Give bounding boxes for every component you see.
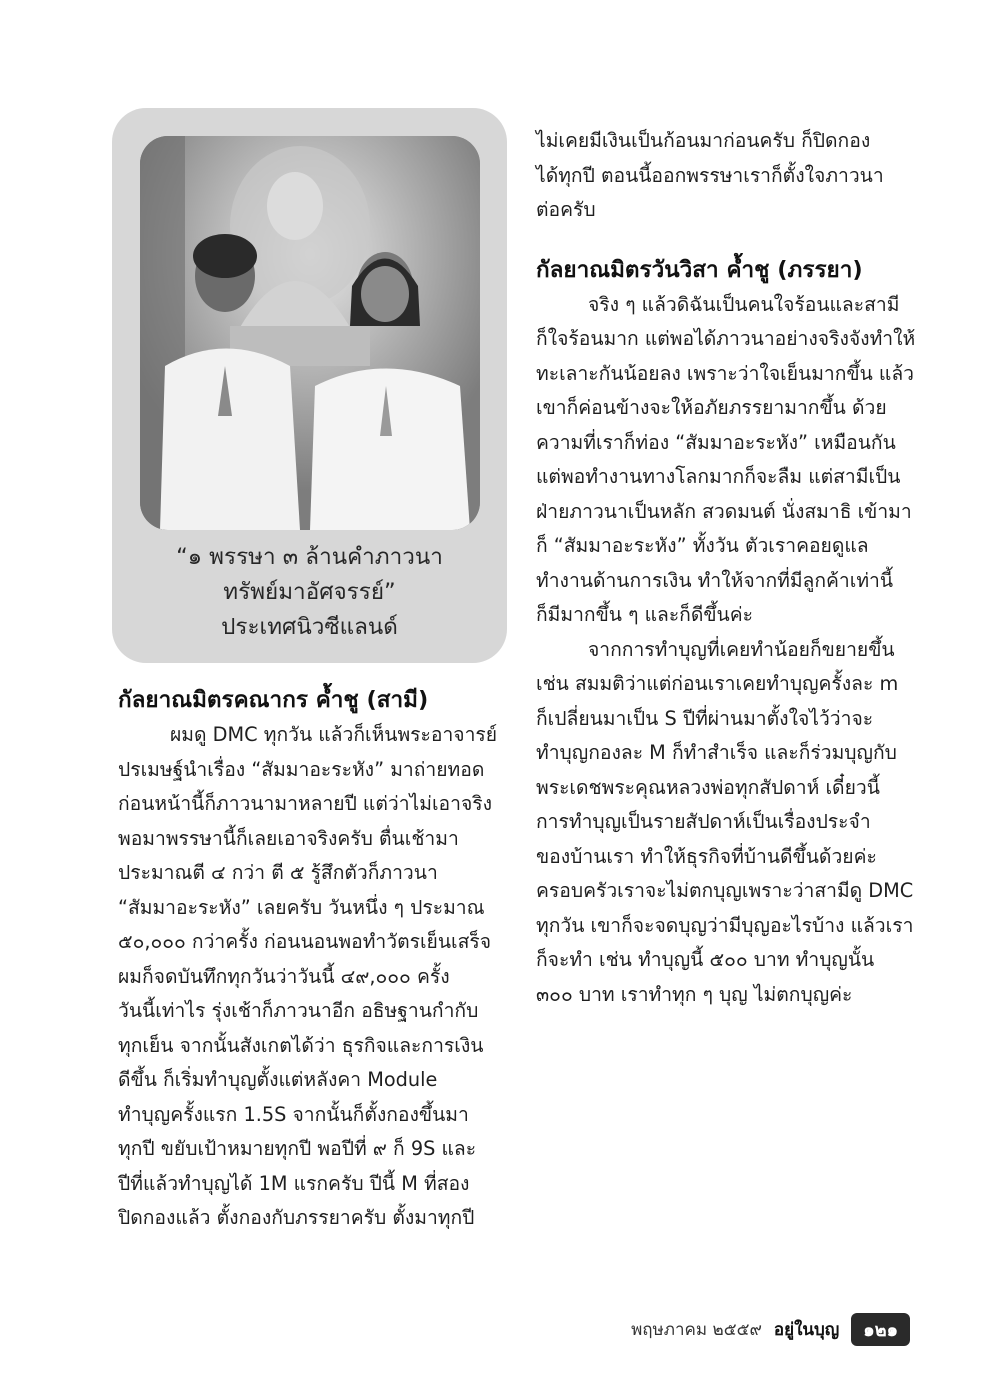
left-line: ผมดู DMC ทุกวัน แล้วก็เห็นพระอาจารย์ [170, 723, 498, 746]
left-line: วันนี้เท่าไร รุ่งเช้าก็ภาวนาอีก อธิษฐานกำกับ [118, 999, 479, 1022]
right-para2-line: ทำบุญกองละ M ก็ทำสำเร็จ และก็ร่วมบุญกับ [536, 741, 897, 764]
caption-line-2: ทรัพย์มาอัศจรรย์” [223, 579, 396, 605]
right-intro-line: ไม่เคยมีเงินเป็นก้อนมาก่อนครับ ก็ปิดกอง [536, 129, 871, 152]
photo-caption [112, 540, 507, 660]
left-line: ดีขึ้น ก็เริ่มทำบุญตั้งแต่หลังคา Module [118, 1068, 438, 1091]
wife-heading: กัลยาณมิตรวันวิสา ค้ำชู (ภรรยา) [536, 256, 863, 283]
right-para1-line: ก็ “สัมมาอะระหัง” ทั้งวัน ตัวเราคอยดูแล [536, 534, 869, 557]
caption-line-3: ประเทศนิวซีแลนด์ [221, 614, 398, 640]
left-line: ผมก็จดบันทึกทุกวันว่าวันนี้ ๔๙,๐๐๐ ครั้ง [118, 964, 450, 988]
right-para1-line: ก็มีมากขึ้น ๆ และก็ดีขึ้นค่ะ [536, 603, 753, 626]
right-para2-line: จากการทำบุญที่เคยทำน้อยก็ขยายขึ้น [588, 637, 895, 661]
right-para1-line: ก็ใจร้อนมาก แต่พอได้ภาวนาอย่างจริงจังทำให้ [536, 327, 916, 350]
left-column [118, 682, 498, 1236]
right-para2-line: ก็จะทำ เช่น ทำบุญนี้ ๕๐๐ บาท ทำบุญนั้น [536, 948, 875, 971]
caption-line-1: “๑ พรรษา ๓ ล้านคำภาวนา [176, 544, 443, 570]
right-para2-line: พระเดชพระคุณหลวงพ่อทุกสัปดาห์ เดี๋ยวนี้ [536, 775, 880, 799]
right-para1-line: ทะเลาะกันน้อยลง เพราะว่าใจเย็นมากขึ้น แล้ว [536, 361, 914, 385]
left-line: ปรเมษฐ์นำเรื่อง “สัมมาอะระหัง” มาถ่ายทอด [118, 757, 485, 781]
right-para2-line: ก็เปลี่ยนมาเป็น S ปีที่ผ่านมาตั้งใจไว้ว่าจะ [536, 706, 874, 730]
magazine-name: อยู่ในบุญ [773, 1319, 840, 1340]
right-para1-line: แต่พอทำงานทางโลกมากก็จะลืม แต่สามีเป็น [536, 465, 901, 488]
page-number: ๑๒๑ [851, 1313, 910, 1346]
right-para2-line: ทุกวัน เขาก็จะจดบุญว่ามีบุญอะไรบ้าง แล้วเรา [536, 913, 914, 937]
right-column [536, 124, 916, 1012]
right-para1-line: เขาก็ค่อนข้างจะให้อภัยภรรยามากขึ้น ด้วย [536, 396, 887, 419]
right-para2-line: ของบ้านเรา ทำให้ธุรกิจที่บ้านดีขึ้นด้วยค่ะ [536, 844, 877, 868]
right-intro-line: ได้ทุกปี ตอนนี้ออกพรรษาเราก็ตั้งใจภาวนา [536, 163, 884, 187]
left-line: ประมาณตี ๔ กว่า ตี ๕ รู้สึกตัวก็ภาวนา [118, 861, 438, 884]
left-line: ก่อนหน้านี้ก็ภาวนามาหลายปี แต่ว่าไม่เอาจริง [118, 792, 493, 815]
right-para1-line: ทำงานด้านการเงิน ทำให้จากที่มีลูกค้าเท่านี้ [536, 568, 894, 592]
left-line: ทุกปี ขยับเป้าหมายทุกปี พอปีที่ ๙ ก็ 9S และ [118, 1137, 477, 1160]
left-line: ปิดกองแล้ว ตั้งกองกับภรรยาครับ ตั้งมาทุกปี [118, 1206, 475, 1229]
couple-photo [140, 136, 480, 530]
issue-date: พฤษภาคม ๒๕๕๙ [631, 1319, 762, 1340]
left-line: ๕๐,๐๐๐ กว่าครั้ง ก่อนนอนพอทำวัตรเย็นเสร็จ [118, 930, 492, 953]
right-intro-line: ต่อครับ [536, 198, 596, 221]
right-para2-line: ๓๐๐ บาท เราทำทุก ๆ บุญ ไม่ตกบุญค่ะ [536, 982, 853, 1006]
left-line: ทำบุญครั้งแรก 1.5S จากนั้นก็ตั้งกองขึ้นมา [118, 1102, 469, 1126]
right-para2-line: การทำบุญเป็นรายสัปดาห์เป็นเรื่องประจำ [536, 810, 871, 833]
husband-heading: กัลยาณมิตรคณากร ค้ำชู (สามี) [118, 687, 429, 713]
photo-illustration [140, 136, 480, 530]
left-line: ปีที่แล้วทำบุญได้ 1M แรกครับ ปีนี้ M ที่สอง [118, 1171, 470, 1195]
right-para1-line: ฝ่ายภาวนาเป็นหลัก สวดมนต์ นั่งสมาธิ เข้ามา [536, 499, 912, 523]
page-footer [620, 1314, 910, 1344]
right-para1-line: จริง ๆ แล้วดิฉันเป็นคนใจร้อนและสามี [588, 292, 900, 316]
right-para1-line: ความที่เราก็ท่อง “สัมมาอะระหัง” เหมือนกัน [536, 430, 896, 454]
left-line: “สัมมาอะระหัง” เลยครับ วันหนึ่ง ๆ ประมาณ [118, 895, 485, 919]
right-para2-line: ครอบครัวเราจะไม่ตกบุญเพราะว่าสามีดู DMC [536, 879, 914, 902]
right-para2-line: เช่น สมมติว่าแต่ก่อนเราเคยทำบุญครั้งละ m [536, 672, 899, 695]
left-line: พอมาพรรษานี้ก็เลยเอาจริงครับ ตื่นเช้ามา [118, 826, 459, 850]
left-line: ทุกเย็น จากนั้นสังเกตได้ว่า ธุรกิจและการเงิน [118, 1033, 484, 1057]
